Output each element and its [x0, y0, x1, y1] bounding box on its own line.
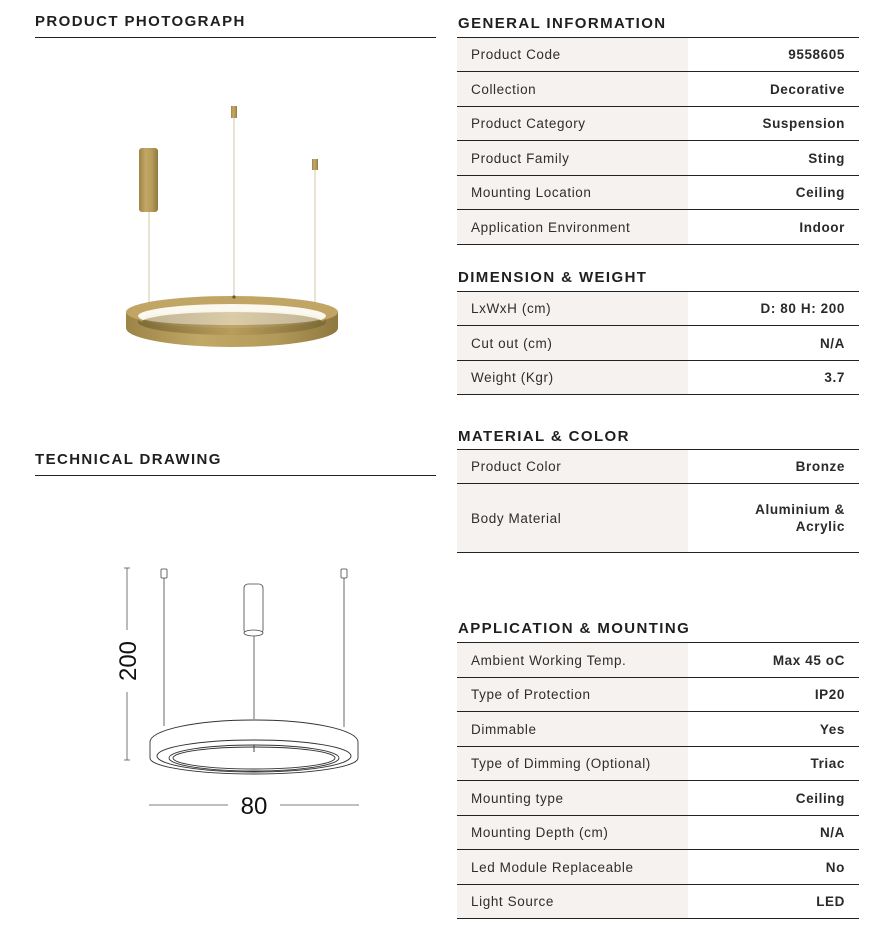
row-value: Ceiling [795, 185, 845, 200]
table-row [457, 107, 859, 141]
table-row [457, 141, 859, 176]
row-label: Product Category [457, 107, 688, 141]
row-label: Type of Protection [457, 678, 688, 712]
row-label: Mounting Depth (cm) [457, 816, 688, 850]
row-value: Bronze [795, 459, 845, 474]
row-value: No [825, 859, 845, 875]
row-label: Mounting Location [457, 176, 688, 210]
table-row [457, 361, 859, 395]
product-photograph-title: PRODUCT PHOTOGRAPH [35, 13, 436, 38]
table-row [457, 643, 859, 678]
technical-drawing-title: TECHNICAL DRAWING [35, 451, 436, 476]
table-row [457, 712, 859, 747]
row-value: Indoor [799, 219, 845, 235]
table-row [457, 72, 859, 107]
row-value: Suspension [762, 116, 845, 131]
table-row [457, 38, 859, 72]
table-row [457, 176, 859, 210]
table-row [457, 210, 859, 245]
driver-canopy [139, 148, 158, 212]
table-row [457, 747, 859, 781]
dimension-weight-table [457, 291, 859, 395]
ceiling-hook-right [312, 159, 318, 170]
row-label: Light Source [457, 885, 688, 919]
height-label: 200 [115, 640, 142, 682]
ring-outline [150, 720, 358, 774]
table-row [457, 850, 859, 885]
row-label: Led Module Replaceable [457, 850, 688, 885]
width-label: 80 [240, 793, 268, 820]
row-label: Type of Dimming (Optional) [457, 747, 688, 781]
row-value: D: 80 H: 200 [760, 301, 845, 316]
row-value: 9558605 [788, 47, 845, 62]
row-value: N/A [819, 825, 845, 840]
row-value: Ceiling [795, 790, 845, 806]
row-value: N/A [819, 335, 845, 351]
table-row [457, 885, 859, 919]
material-color-table [457, 449, 859, 553]
row-label: Body Material [457, 484, 688, 553]
application-mounting-table [457, 642, 859, 919]
hook-left [161, 569, 167, 578]
table-row [457, 450, 859, 484]
row-label: Product Code [457, 38, 688, 72]
row-value: Aluminium & Acrylic [755, 502, 845, 534]
row-value: Triac [810, 756, 845, 771]
row-label: Application Environment [457, 210, 688, 245]
product-photo [100, 90, 360, 360]
row-label: Cut out (cm) [457, 326, 688, 361]
driver [244, 584, 263, 634]
table-row [457, 678, 859, 712]
table-row [457, 484, 859, 553]
dimension-weight-title: DIMENSION & WEIGHT [458, 269, 648, 286]
hook-right [341, 569, 347, 578]
row-label: Dimmable [457, 712, 688, 747]
general-information-table [457, 37, 859, 245]
row-value: Max 45 oC [772, 652, 845, 668]
material-color-title: MATERIAL & COLOR [458, 428, 630, 445]
application-mounting-title: APPLICATION & MOUNTING [458, 620, 691, 637]
row-value: Sting [808, 150, 845, 166]
general-information-title: GENERAL INFORMATION [458, 15, 667, 32]
row-value: IP20 [814, 687, 845, 702]
row-label: Collection [457, 72, 688, 107]
row-value: Decorative [769, 81, 845, 97]
ring-body [126, 296, 338, 347]
table-row [457, 292, 859, 326]
table-row [457, 816, 859, 850]
technical-drawing [100, 550, 380, 830]
row-label: Product Family [457, 141, 688, 176]
row-label: Mounting type [457, 781, 688, 816]
row-value: LED [816, 894, 845, 909]
row-label: LxWxH (cm) [457, 292, 688, 326]
table-row [457, 781, 859, 816]
row-value: 3.7 [824, 370, 845, 385]
table-row [457, 326, 859, 361]
row-label: Product Color [457, 450, 688, 484]
row-label: Ambient Working Temp. [457, 643, 688, 678]
row-value: Yes [819, 721, 845, 737]
ceiling-hook-center [231, 106, 237, 118]
row-label: Weight (Kgr) [457, 361, 688, 395]
